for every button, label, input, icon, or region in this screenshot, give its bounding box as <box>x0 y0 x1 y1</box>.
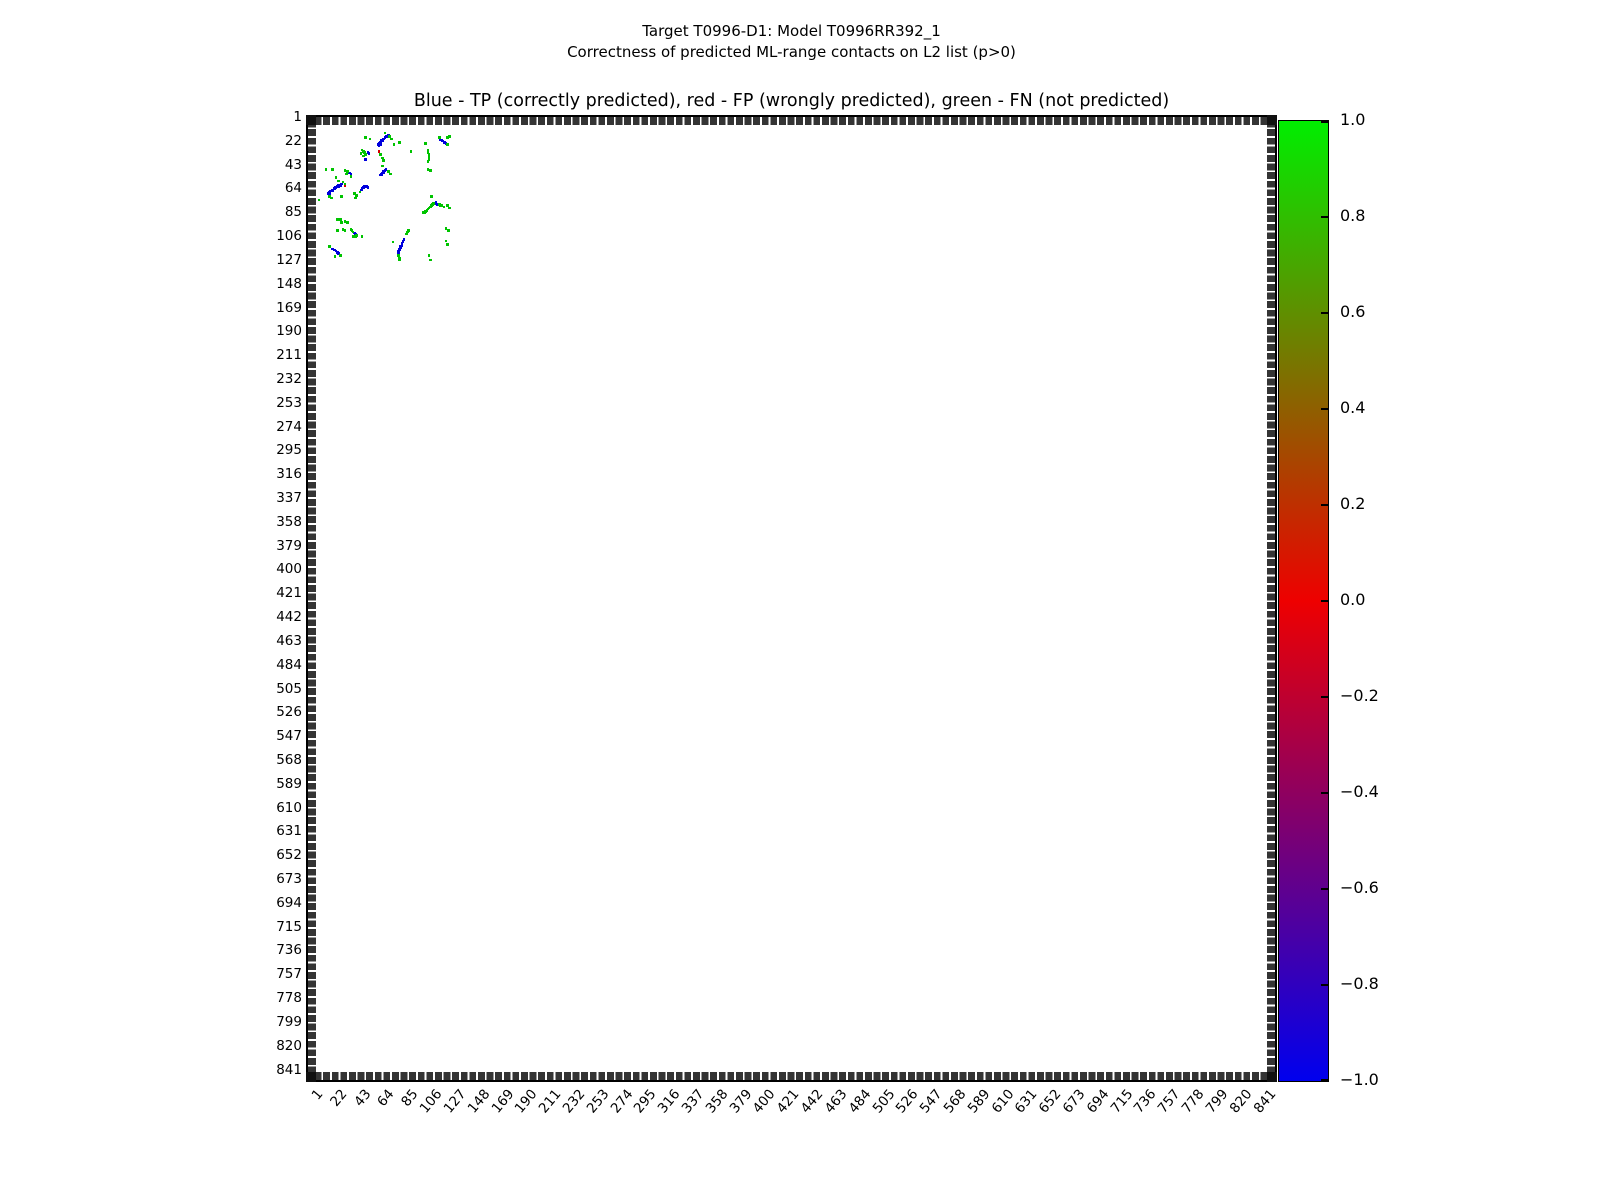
y-tick-label: 715 <box>276 918 302 935</box>
contact-point <box>367 186 370 189</box>
contact-point <box>392 241 395 244</box>
x-tick-label: 757 <box>1154 1086 1184 1117</box>
x-tick-label: 337 <box>678 1086 708 1117</box>
contact-point <box>445 240 448 243</box>
colorbar-tick <box>1321 792 1328 794</box>
contact-point <box>331 190 334 193</box>
contact-point <box>361 189 364 192</box>
contact-point <box>361 235 364 238</box>
y-tick-label: 274 <box>276 418 302 435</box>
y-tick-label: 799 <box>276 1013 302 1030</box>
y-tick-label: 736 <box>276 942 302 959</box>
contact-point <box>429 169 432 172</box>
x-tick-label: 22 <box>326 1086 351 1110</box>
colorbar-tick-label: 0.0 <box>1340 590 1366 609</box>
colorbar-tick-label: 0.4 <box>1340 398 1366 417</box>
contact-point <box>384 132 387 135</box>
contact-point <box>355 234 358 237</box>
y-tick-label: 568 <box>276 751 302 768</box>
colorbar-tick <box>1321 312 1328 314</box>
y-tick-label: 253 <box>276 394 302 411</box>
contact-point <box>427 160 430 163</box>
y-tick-label: 631 <box>276 823 302 840</box>
x-tick-label: 106 <box>416 1086 446 1117</box>
x-tick-label: 421 <box>773 1086 803 1117</box>
x-tick-label: 694 <box>1083 1086 1113 1117</box>
contact-point <box>336 229 339 232</box>
colorbar-tick <box>1321 408 1328 410</box>
contact-point <box>336 218 339 221</box>
contact-point <box>398 259 401 262</box>
colorbar-tick <box>1321 121 1328 123</box>
y-tick-label: 547 <box>276 728 302 745</box>
y-tick-label: 820 <box>276 1037 302 1054</box>
x-tick-label: 652 <box>1035 1086 1065 1117</box>
colorbar-tick-label: 0.2 <box>1340 494 1366 513</box>
x-tick-label: 505 <box>869 1086 899 1117</box>
y-tick-label: 421 <box>276 585 302 602</box>
contact-point <box>399 246 402 249</box>
x-tick-label: 190 <box>511 1086 541 1117</box>
x-tick-label: 148 <box>464 1086 494 1117</box>
y-tick-label: 505 <box>276 680 302 697</box>
x-tick-label: 820 <box>1226 1086 1256 1117</box>
x-tick-label: 400 <box>750 1086 779 1117</box>
scatter-points-layer <box>306 115 1277 1082</box>
contact-point <box>448 207 451 210</box>
x-tick-label: 841 <box>1250 1086 1280 1117</box>
x-tick-label: 736 <box>1131 1086 1160 1117</box>
y-tick-label: 358 <box>276 513 302 530</box>
y-tick-label: 43 <box>284 156 302 173</box>
colorbar-tick-label: 1.0 <box>1340 110 1366 129</box>
x-tick-label: 379 <box>726 1086 756 1117</box>
contact-point <box>354 197 357 200</box>
y-tick-label: 841 <box>276 1061 302 1078</box>
contact-point <box>339 218 342 221</box>
x-tick-label: 778 <box>1178 1086 1208 1117</box>
contact-point <box>340 221 343 224</box>
x-tick-label: 85 <box>398 1086 422 1110</box>
contact-point <box>393 143 396 146</box>
contact-point <box>378 150 381 153</box>
contact-point <box>359 191 362 194</box>
figure-title-line1: Target T0996-D1: Model T0996RR392_1 <box>642 22 941 40</box>
contact-point <box>340 195 343 198</box>
contact-point <box>398 249 401 252</box>
y-tick-label: 526 <box>276 704 302 721</box>
y-tick-label: 106 <box>276 228 302 245</box>
y-tick-label: 778 <box>276 990 302 1007</box>
contact-point <box>390 138 393 141</box>
contact-point <box>407 229 410 232</box>
x-tick-label: 673 <box>1059 1086 1089 1117</box>
y-tick-label: 316 <box>276 466 302 483</box>
y-tick-label: 673 <box>276 871 302 888</box>
contact-point <box>429 259 432 262</box>
contact-point <box>428 254 431 257</box>
y-tick-label: 232 <box>276 370 302 387</box>
x-tick-label: 274 <box>607 1086 637 1117</box>
colorbar-tick-label: −0.8 <box>1340 974 1379 993</box>
colorbar-tick-label: −0.4 <box>1340 782 1379 801</box>
x-tick-label: 64 <box>374 1086 398 1110</box>
contact-point <box>352 235 355 238</box>
contact-point <box>345 173 348 176</box>
colorbar-tick <box>1321 216 1328 218</box>
contact-point <box>364 136 367 139</box>
x-tick-label: 631 <box>1012 1086 1041 1117</box>
plot-area <box>306 115 1277 1082</box>
contact-point <box>424 142 427 145</box>
x-tick-label: 463 <box>821 1086 851 1117</box>
colorbar-tick <box>1321 504 1328 506</box>
colorbar-tick-label: −0.6 <box>1340 878 1379 897</box>
contact-point <box>340 183 343 186</box>
y-tick-label: 610 <box>276 799 302 816</box>
contact-point <box>350 175 353 178</box>
contact-point <box>369 138 372 141</box>
contact-point <box>380 174 383 177</box>
contact-point <box>337 180 340 183</box>
contact-point <box>328 192 331 195</box>
x-tick-label: 358 <box>702 1086 732 1117</box>
y-tick-label: 442 <box>276 609 302 626</box>
colorbar-tick-label: −0.2 <box>1340 686 1379 705</box>
y-tick-label: 400 <box>276 561 302 578</box>
colorbar-tick <box>1321 984 1328 986</box>
x-tick-label: 568 <box>940 1086 970 1117</box>
y-tick-label: 64 <box>284 180 302 197</box>
colorbar-tick-label: 0.6 <box>1340 302 1366 321</box>
contact-point <box>379 153 382 156</box>
axes-title: Blue - TP (correctly predicted), red - FP (wrongly predicted), green - FN (not predicted) <box>413 91 1170 111</box>
colorbar-tick-label: 0.8 <box>1340 206 1366 225</box>
x-tick-label: 589 <box>964 1086 994 1117</box>
contact-point <box>410 150 413 153</box>
y-tick-label: 757 <box>276 966 302 983</box>
x-tick-label: 316 <box>654 1086 684 1117</box>
x-tick-label: 799 <box>1202 1086 1232 1117</box>
contact-point <box>318 199 321 202</box>
x-tick-label: 610 <box>988 1086 1018 1117</box>
contact-point <box>335 176 338 179</box>
contact-point <box>331 168 334 171</box>
contact-point <box>430 195 433 198</box>
x-tick-label: 484 <box>845 1086 875 1117</box>
contact-point <box>397 251 400 254</box>
x-tick-label: 253 <box>583 1086 613 1117</box>
x-tick-label: 442 <box>797 1086 827 1117</box>
y-tick-label: 1 <box>293 109 302 125</box>
colorbar-tick <box>1321 600 1328 602</box>
y-tick-label: 190 <box>276 323 302 340</box>
contact-point <box>382 172 385 175</box>
x-tick-label: 232 <box>559 1086 589 1117</box>
figure-title-line2: Correctness of predicted ML-range contacts on L2 list (p>0) <box>567 43 1016 61</box>
colorbar <box>1278 120 1329 1082</box>
y-tick-label: 22 <box>284 132 302 149</box>
x-tick-label: 715 <box>1107 1086 1137 1117</box>
x-tick-label: 295 <box>631 1086 660 1117</box>
y-tick-label: 694 <box>276 894 302 911</box>
x-tick-label: 547 <box>916 1086 946 1117</box>
contact-point <box>381 140 384 143</box>
contact-point <box>448 135 451 138</box>
x-tick-label: 526 <box>893 1086 922 1117</box>
contact-point <box>401 244 404 247</box>
y-tick-label: 295 <box>276 442 302 459</box>
contact-point <box>346 221 349 224</box>
contact-point <box>344 183 347 186</box>
y-tick-label: 379 <box>276 537 302 554</box>
contact-point <box>379 143 382 146</box>
contact-point <box>446 243 449 246</box>
x-tick-label: 211 <box>535 1086 565 1117</box>
contact-point <box>446 143 449 146</box>
colorbar-tick <box>1321 1079 1328 1081</box>
contact-point <box>402 241 405 244</box>
contact-point <box>339 254 342 257</box>
contact-point <box>438 136 441 139</box>
contact-point <box>364 158 367 161</box>
contact-point <box>344 229 347 232</box>
x-tick-label: 169 <box>488 1086 517 1117</box>
contact-point <box>398 141 401 144</box>
y-tick-label: 463 <box>276 632 302 649</box>
y-tick-label: 589 <box>276 775 302 792</box>
contact-point <box>364 153 367 156</box>
contact-point <box>330 197 333 200</box>
contact-point <box>403 238 406 241</box>
y-tick-label: 148 <box>276 275 302 292</box>
x-tick-label: 127 <box>440 1086 470 1117</box>
contact-point <box>389 173 392 176</box>
y-tick-label: 211 <box>276 347 302 364</box>
y-tick-label: 484 <box>276 656 302 673</box>
y-tick-label: 169 <box>276 299 302 316</box>
contact-point <box>325 168 328 171</box>
contact-point <box>334 255 337 258</box>
colorbar-tick-label: −1.0 <box>1340 1070 1379 1089</box>
y-tick-label: 337 <box>276 490 302 507</box>
contact-point <box>382 159 385 162</box>
contact-point <box>405 233 408 236</box>
contact-point <box>447 229 450 232</box>
contact-point <box>432 202 435 205</box>
y-tick-label: 652 <box>276 847 302 864</box>
x-tick-label: 43 <box>350 1086 375 1110</box>
contact-point <box>368 152 371 155</box>
contact-point <box>362 155 365 158</box>
y-tick-label: 85 <box>284 204 302 221</box>
colorbar-tick <box>1321 696 1328 698</box>
contact-point <box>352 231 355 234</box>
colorbar-tick <box>1321 888 1328 890</box>
contact-point <box>443 206 446 209</box>
contact-point <box>381 165 384 168</box>
y-tick-label: 127 <box>276 251 302 268</box>
x-tick-label: 1 <box>308 1086 327 1104</box>
contact-point <box>328 245 331 248</box>
